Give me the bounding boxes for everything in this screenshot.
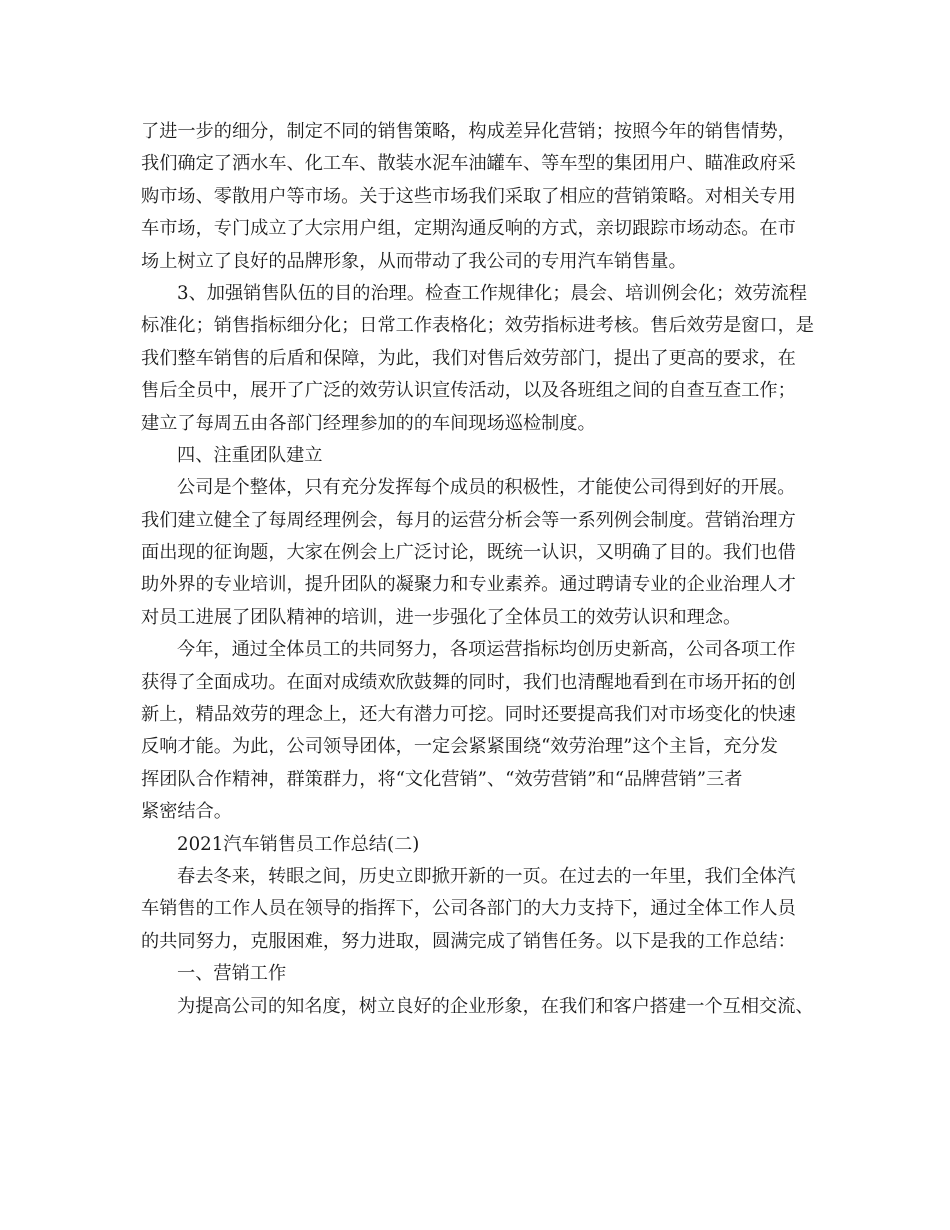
text-line: 反响才能。为此，公司领导团体，一定会紧紧围绕“效劳治理”这个主旨，充分发	[141, 736, 778, 758]
text-line: 公司是个整体，只有充分发挥每个成员的积极性，才能使公司得到好的开展。	[177, 477, 796, 499]
text-line: 2021汽车销售员工作总结(二)	[177, 833, 420, 855]
text-line: 了进一步的细分，制定不同的销售策略，构成差异化营销；按照今年的销售情势，	[141, 121, 796, 142]
text-line: 的共同努力，克服困难，努力进取，圆满完成了销售任务。以下是我的工作总结：	[141, 930, 796, 952]
text-line: 车市场，专门成立了大宗用户组，定期沟通反响的方式，亲切跟踪市场动态。在市	[141, 218, 796, 240]
text-line: 新上，精品效劳的理念上，还大有潜力可挖。同时还要提高我们对市场变化的快速	[141, 704, 796, 726]
text-line: 标准化；销售指标细分化；日常工作表格化；效劳指标进考核。售后效劳是窗口，是	[141, 315, 814, 337]
text-line: 车销售的工作人员在领导的指挥下，公司各部门的大力支持下，通过全体工作人员	[141, 898, 796, 920]
text-line: 今年，通过全体员工的共同努力，各项运营指标均创历史新高，公司各项工作	[177, 639, 796, 661]
document-body	[141, 116, 813, 1023]
text-line: 对员工进展了团队精神的培训，进一步强化了全体员工的效劳认识和理念。	[141, 606, 742, 628]
text-line: 一、营销工作	[177, 963, 287, 985]
text-line: 3、加强销售队伍的目的治理。检查工作规律化；晨会、培训例会化；效劳流程	[177, 282, 807, 304]
text-line: 建立了每周五由各部门经理参加的的车间现场巡检制度。	[141, 412, 596, 434]
text-line: 我们建立健全了每周经理例会，每月的运营分析会等一系列例会制度。营销治理方	[141, 509, 796, 531]
text-line: 场上树立了良好的品牌形象，从而带动了我公司的专用汽车销售量。	[141, 250, 687, 272]
text-line: 四、注重团队建立	[177, 444, 323, 466]
text-line: 我们整车销售的后盾和保障，为此，我们对售后效劳部门，提出了更高的要求，在	[141, 347, 796, 369]
text-line: 购市场、零散用户等市场。关于这些市场我们采取了相应的营销策略。对相关专用	[141, 185, 796, 207]
text-line: 获得了全面成功。在面对成绩欢欣鼓舞的同时，我们也清醒地看到在市场开拓的创	[141, 671, 796, 693]
text-line: 面出现的征询题，大家在例会上广泛讨论，既统一认识，又明确了目的。我们也借	[141, 542, 796, 564]
text-line: 挥团队合作精神，群策群力，将“文化营销”、“效劳营销”和“品牌营销”三者	[141, 768, 743, 790]
text-line: 售后全员中，展开了广泛的效劳认识宣传活动，以及各班组之间的自查互查工作；	[141, 380, 796, 402]
text-line: 紧密结合。	[141, 801, 232, 823]
text-line: 为提高公司的知名度，树立良好的企业形象，在我们和客户搭建一个互相交流、	[177, 995, 814, 1017]
text-line: 我们确定了洒水车、化工车、散装水泥车油罐车、等车型的集团用户、瞄准政府采	[141, 153, 796, 175]
text-line: 春去冬来，转眼之间，历史立即掀开新的一页。在过去的一年里，我们全体汽	[177, 865, 796, 887]
text-line: 助外界的专业培训，提升团队的凝聚力和专业素养。通过聘请专业的企业治理人才	[141, 574, 796, 596]
